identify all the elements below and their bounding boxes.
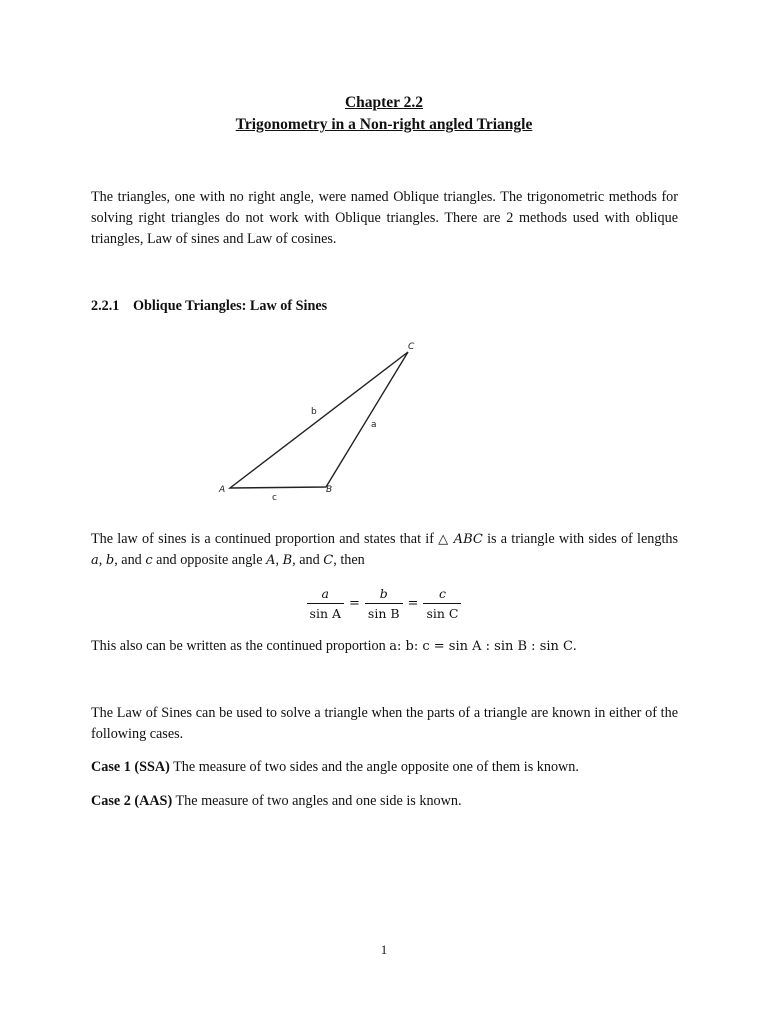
case-1 (91, 757, 678, 778)
law-of-sines-statement (91, 529, 678, 571)
fraction-a (307, 586, 344, 621)
side-var-c: c (145, 553, 153, 568)
proportion-expression: a: b: c = sin A : sin B : sin C (389, 639, 573, 654)
proportion-end: . (572, 638, 577, 654)
triangle-shape (230, 352, 408, 488)
proportion-text: This also can be written as the continued proportion (91, 638, 390, 654)
equals-sign: = (349, 596, 360, 611)
side-var-b: b (105, 553, 115, 568)
law-text-part1: The law of sines is a continued proportion and states that if (91, 531, 439, 547)
side-label-a: a (371, 420, 377, 430)
denominator-sin-c: sin C (423, 603, 461, 621)
side-label-b: b (311, 407, 317, 417)
fraction-b (365, 586, 403, 621)
angle-var-b: B (282, 553, 293, 568)
side-label-c: c (272, 493, 277, 503)
law-text-part4: , then (333, 552, 365, 568)
numerator-b: b (379, 586, 388, 601)
law-of-sines-formula (0, 586, 768, 621)
sep: , and (292, 552, 324, 568)
chapter-title: Trigonometry in a Non-right angled Triangle (235, 116, 533, 133)
triangle-symbol: △ ABC (438, 532, 483, 547)
vertex-label-b: B (326, 485, 333, 495)
cases-intro-paragraph: The Law of Sines can be used to solve a triangle when the parts of a triangle are known in either of the following cases. (91, 705, 678, 742)
case-2-label: Case 2 (AAS) (91, 793, 173, 809)
case-1-text: The measure of two sides and the angle opposite one of them is known. (169, 759, 579, 775)
denominator-sin-a: sin A (307, 603, 344, 621)
intro-paragraph: The triangles, one with no right angle, were named Oblique triangles. The trigonometric methods for solving right triangles do not work with Oblique triangles. There are 2 methods used with oblique triangles, Law of sines and Law of cosines. (91, 189, 678, 247)
section-heading (91, 296, 327, 316)
denominator-sin-b: sin B (365, 603, 403, 621)
numerator-a: a (321, 586, 329, 601)
page-number: 1 (380, 942, 388, 957)
angle-var-c: C (323, 553, 334, 568)
fraction-c (423, 586, 461, 621)
numerator-c: c (438, 586, 446, 601)
section-title: Oblique Triangles: Law of Sines (133, 298, 328, 314)
proportion-paragraph (91, 636, 678, 657)
sep: , and (114, 552, 146, 568)
triangle-figure (210, 330, 430, 510)
angle-var-a: A (266, 553, 276, 568)
vertex-label-c: C (408, 342, 415, 352)
case-1-label: Case 1 (SSA) (91, 759, 170, 775)
side-var-a: a (91, 553, 99, 568)
case-2-text: The measure of two angles and one side is known. (172, 793, 462, 809)
case-2 (91, 791, 678, 812)
sep: , (98, 552, 106, 568)
law-text-part2: is a triangle with sides of lengths (482, 531, 678, 547)
equals-sign: = (407, 596, 419, 611)
chapter-number: Chapter 2.2 (344, 94, 424, 111)
sep: , (275, 552, 283, 568)
vertex-label-a: A (219, 485, 226, 495)
law-text-part3: and opposite angle (152, 552, 267, 568)
section-number: 2.2.1 (91, 298, 120, 314)
